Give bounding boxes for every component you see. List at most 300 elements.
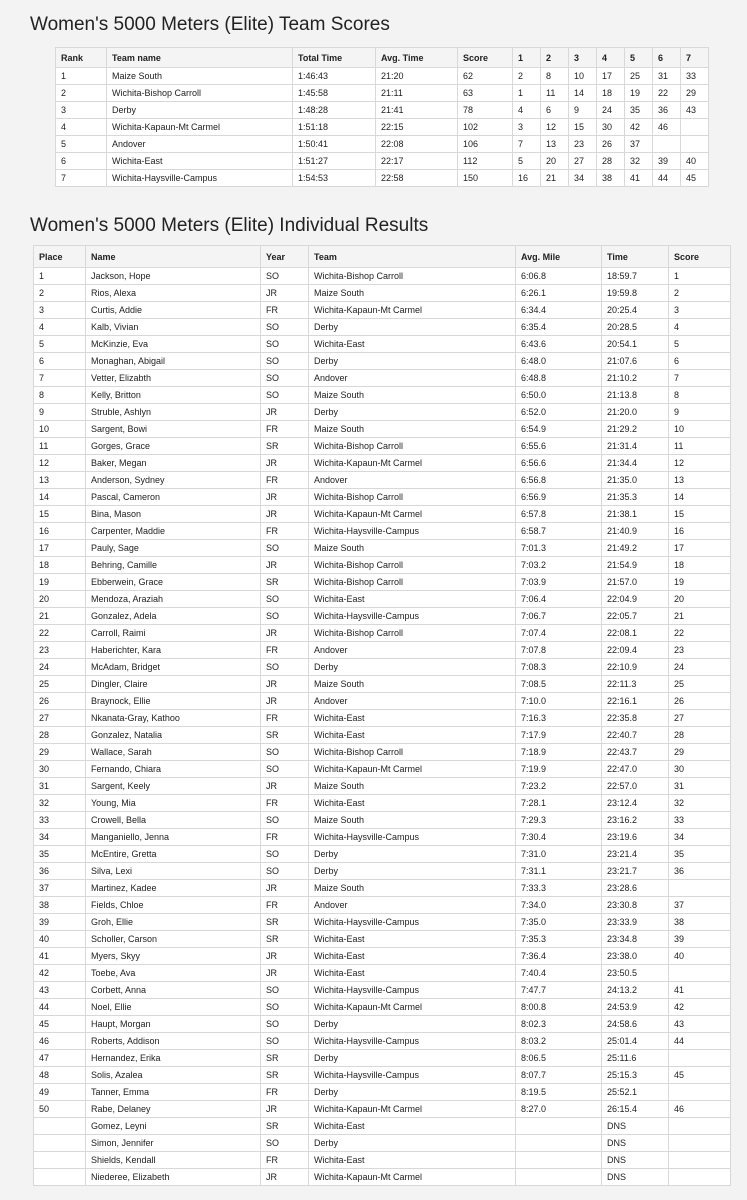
- individual-cell: 29: [34, 744, 86, 761]
- individual-cell: Jackson, Hope: [86, 268, 261, 285]
- individual-cell: Wichita-Bishop Carroll: [309, 268, 516, 285]
- individual-cell: Pascal, Cameron: [86, 489, 261, 506]
- table-row: [34, 693, 731, 710]
- individual-cell: 22:57.0: [602, 778, 669, 795]
- individual-cell: Fernando, Chiara: [86, 761, 261, 778]
- table-row: [34, 404, 731, 421]
- individual-cell: Wichita-East: [309, 948, 516, 965]
- individual-cell: 25:01.4: [602, 1033, 669, 1050]
- individual-cell: 23:12.4: [602, 795, 669, 812]
- individual-cell: Derby: [309, 404, 516, 421]
- team-cell: Derby: [107, 102, 293, 119]
- team-cell: 1:54:53: [293, 170, 376, 187]
- individual-cell: SR: [261, 1050, 309, 1067]
- individual-cell: Wichita-Haysville-Campus: [309, 914, 516, 931]
- individual-cell: 25:52.1: [602, 1084, 669, 1101]
- individual-cell: SO: [261, 812, 309, 829]
- individual-cell: SR: [261, 1118, 309, 1135]
- individual-cell: 22:11.3: [602, 676, 669, 693]
- table-row: [56, 170, 709, 187]
- individual-cell: Braynock, Ellie: [86, 693, 261, 710]
- table-row: [56, 85, 709, 102]
- individual-cell: 21:57.0: [602, 574, 669, 591]
- individual-cell: Derby: [309, 659, 516, 676]
- individual-cell: 24: [669, 659, 731, 676]
- individual-cell: 16: [669, 523, 731, 540]
- team-cell: 23: [569, 136, 597, 153]
- individual-cell: SO: [261, 336, 309, 353]
- team-cell: 39: [653, 153, 681, 170]
- individual-cell: 8:03.2: [516, 1033, 602, 1050]
- individual-cell: Wichita-East: [309, 931, 516, 948]
- team-cell: 1:48:28: [293, 102, 376, 119]
- team-cell: Wichita-Bishop Carroll: [107, 85, 293, 102]
- team-cell: 21: [541, 170, 569, 187]
- individual-cell: 8: [669, 387, 731, 404]
- individual-cell: [516, 1169, 602, 1186]
- team-cell: Wichita-Kapaun-Mt Carmel: [107, 119, 293, 136]
- table-row: [34, 370, 731, 387]
- individual-cell: 45: [34, 1016, 86, 1033]
- individual-cell: 7:18.9: [516, 744, 602, 761]
- table-row: [34, 523, 731, 540]
- team-column-header: 3: [569, 48, 597, 68]
- individual-cell: Derby: [309, 1050, 516, 1067]
- individual-cell: Niederee, Elizabeth: [86, 1169, 261, 1186]
- individual-cell: FR: [261, 1152, 309, 1169]
- individual-cell: [516, 1152, 602, 1169]
- individual-cell: FR: [261, 421, 309, 438]
- individual-cell: FR: [261, 642, 309, 659]
- table-row: [34, 285, 731, 302]
- individual-cell: 14: [669, 489, 731, 506]
- individual-cell: 8:06.5: [516, 1050, 602, 1067]
- individual-cell: 37: [669, 897, 731, 914]
- team-cell: 18: [597, 85, 625, 102]
- individual-cell: 12: [34, 455, 86, 472]
- team-cell: 24: [597, 102, 625, 119]
- individual-cell: FR: [261, 795, 309, 812]
- individual-cell: 19:59.8: [602, 285, 669, 302]
- individual-cell: Maize South: [309, 812, 516, 829]
- team-cell: 78: [458, 102, 513, 119]
- individual-cell: Wichita-Bishop Carroll: [309, 574, 516, 591]
- individual-cell: 7:47.7: [516, 982, 602, 999]
- individual-cell: 7:08.3: [516, 659, 602, 676]
- individual-cell: 28: [669, 727, 731, 744]
- individual-cell: 21:35.0: [602, 472, 669, 489]
- individual-cell: Monaghan, Abigail: [86, 353, 261, 370]
- individual-cell: 9: [34, 404, 86, 421]
- individual-cell: 36: [34, 863, 86, 880]
- individual-cell: SO: [261, 1033, 309, 1050]
- individual-cell: [516, 1135, 602, 1152]
- team-cell: 5: [56, 136, 107, 153]
- individual-cell: [669, 1118, 731, 1135]
- individual-cell: SO: [261, 863, 309, 880]
- individual-cell: Rios, Alexa: [86, 285, 261, 302]
- individual-cell: Sargent, Keely: [86, 778, 261, 795]
- individual-cell: 3: [669, 302, 731, 319]
- individual-cell: Wichita-Haysville-Campus: [309, 608, 516, 625]
- individual-cell: Wichita-Haysville-Campus: [309, 1067, 516, 1084]
- team-cell: 40: [681, 153, 709, 170]
- individual-cell: DNS: [602, 1152, 669, 1169]
- individual-cell: FR: [261, 829, 309, 846]
- individual-cell: Derby: [309, 1135, 516, 1152]
- individual-cell: JR: [261, 1101, 309, 1118]
- individual-cell: 22:08.1: [602, 625, 669, 642]
- individual-cell: 22:09.4: [602, 642, 669, 659]
- individual-cell: 35: [669, 846, 731, 863]
- team-cell: 63: [458, 85, 513, 102]
- individual-cell: 11: [669, 438, 731, 455]
- team-cell: 19: [625, 85, 653, 102]
- individual-column-header: Team: [309, 246, 516, 268]
- individual-cell: 24:53.9: [602, 999, 669, 1016]
- individual-cell: 5: [669, 336, 731, 353]
- individual-cell: Nkanata-Gray, Kathoo: [86, 710, 261, 727]
- team-cell: Wichita-East: [107, 153, 293, 170]
- individual-cell: 7:19.9: [516, 761, 602, 778]
- table-row: [34, 336, 731, 353]
- individual-cell: 21:54.9: [602, 557, 669, 574]
- individual-cell: 6:58.7: [516, 523, 602, 540]
- individual-cell: SO: [261, 1135, 309, 1152]
- individual-cell: SO: [261, 608, 309, 625]
- table-row: [34, 727, 731, 744]
- team-cell: 3: [513, 119, 541, 136]
- individual-cell: 7:03.2: [516, 557, 602, 574]
- team-column-header: Avg. Time: [376, 48, 458, 68]
- team-cell: 1:51:18: [293, 119, 376, 136]
- individual-cell: 7:07.8: [516, 642, 602, 659]
- table-row: [34, 353, 731, 370]
- team-column-header: 5: [625, 48, 653, 68]
- individual-column-header: Name: [86, 246, 261, 268]
- individual-cell: 10: [34, 421, 86, 438]
- individual-cell: Andover: [309, 472, 516, 489]
- individual-cell: 18: [669, 557, 731, 574]
- individual-cell: 7:03.9: [516, 574, 602, 591]
- individual-cell: 13: [669, 472, 731, 489]
- individual-results-table: [33, 245, 731, 1186]
- individual-cell: DNS: [602, 1169, 669, 1186]
- individual-cell: Gorges, Grace: [86, 438, 261, 455]
- individual-cell: SO: [261, 540, 309, 557]
- individual-cell: 7:36.4: [516, 948, 602, 965]
- table-row: [34, 812, 731, 829]
- individual-cell: 6:35.4: [516, 319, 602, 336]
- team-cell: 26: [597, 136, 625, 153]
- team-cell: 38: [597, 170, 625, 187]
- table-row: [34, 506, 731, 523]
- individual-cell: [669, 1135, 731, 1152]
- team-cell: 36: [653, 102, 681, 119]
- individual-cell: 21:40.9: [602, 523, 669, 540]
- table-row: [34, 387, 731, 404]
- table-row: [34, 914, 731, 931]
- team-cell: 7: [56, 170, 107, 187]
- table-row: [34, 489, 731, 506]
- individual-cell: 44: [34, 999, 86, 1016]
- individual-cell: FR: [261, 472, 309, 489]
- individual-cell: 26: [34, 693, 86, 710]
- team-cell: 102: [458, 119, 513, 136]
- individual-cell: 41: [34, 948, 86, 965]
- individual-cell: Wichita-Bishop Carroll: [309, 489, 516, 506]
- individual-cell: [669, 965, 731, 982]
- team-cell: 14: [569, 85, 597, 102]
- individual-cell: 39: [669, 931, 731, 948]
- team-cell: Andover: [107, 136, 293, 153]
- individual-cell: 7:06.4: [516, 591, 602, 608]
- individual-cell: 36: [669, 863, 731, 880]
- individual-cell: Groh, Ellie: [86, 914, 261, 931]
- team-cell: 27: [569, 153, 597, 170]
- individual-cell: 21:34.4: [602, 455, 669, 472]
- team-cell: [681, 136, 709, 153]
- table-row: [34, 999, 731, 1016]
- individual-cell: 21:38.1: [602, 506, 669, 523]
- individual-cell: McKinzie, Eva: [86, 336, 261, 353]
- table-row: [34, 472, 731, 489]
- individual-cell: 31: [34, 778, 86, 795]
- individual-cell: 7:08.5: [516, 676, 602, 693]
- individual-cell: Gonzalez, Natalia: [86, 727, 261, 744]
- individual-cell: Andover: [309, 693, 516, 710]
- individual-cell: 7: [34, 370, 86, 387]
- individual-cell: 44: [669, 1033, 731, 1050]
- individual-cell: 6:57.8: [516, 506, 602, 523]
- team-cell: 21:41: [376, 102, 458, 119]
- individual-cell: Gonzalez, Adela: [86, 608, 261, 625]
- individual-cell: [34, 1152, 86, 1169]
- table-row: [34, 897, 731, 914]
- team-column-header: 7: [681, 48, 709, 68]
- team-cell: 22: [653, 85, 681, 102]
- individual-cell: Ebberwein, Grace: [86, 574, 261, 591]
- individual-cell: 8:07.7: [516, 1067, 602, 1084]
- individual-cell: 46: [669, 1101, 731, 1118]
- individual-cell: 21:31.4: [602, 438, 669, 455]
- individual-cell: [516, 1118, 602, 1135]
- individual-cell: Manganiello, Jenna: [86, 829, 261, 846]
- individual-cell: 6:06.8: [516, 268, 602, 285]
- individual-cell: Dingler, Claire: [86, 676, 261, 693]
- individual-cell: Wichita-Kapaun-Mt Carmel: [309, 999, 516, 1016]
- individual-cell: 7:34.0: [516, 897, 602, 914]
- individual-cell: 1: [34, 268, 86, 285]
- individual-cell: Maize South: [309, 285, 516, 302]
- team-cell: 10: [569, 68, 597, 85]
- individual-cell: 50: [34, 1101, 86, 1118]
- team-cell: 34: [569, 170, 597, 187]
- individual-cell: 21:20.0: [602, 404, 669, 421]
- individual-cell: Myers, Skyy: [86, 948, 261, 965]
- table-row: [34, 540, 731, 557]
- individual-cell: 23:19.6: [602, 829, 669, 846]
- table-row: [34, 319, 731, 336]
- individual-cell: 6:55.6: [516, 438, 602, 455]
- team-cell: 5: [513, 153, 541, 170]
- team-cell: 22:58: [376, 170, 458, 187]
- individual-cell: FR: [261, 1084, 309, 1101]
- individual-cell: 7:06.7: [516, 608, 602, 625]
- team-cell: 62: [458, 68, 513, 85]
- individual-cell: SO: [261, 370, 309, 387]
- individual-cell: SO: [261, 846, 309, 863]
- table-row: [34, 948, 731, 965]
- team-cell: 33: [681, 68, 709, 85]
- individual-cell: 7:23.2: [516, 778, 602, 795]
- table-row: [34, 710, 731, 727]
- team-column-header: Team name: [107, 48, 293, 68]
- individual-cell: 17: [669, 540, 731, 557]
- individual-cell: 21:29.2: [602, 421, 669, 438]
- individual-cell: Haupt, Morgan: [86, 1016, 261, 1033]
- individual-cell: Wichita-East: [309, 336, 516, 353]
- individual-cell: 30: [34, 761, 86, 778]
- individual-cell: 19: [669, 574, 731, 591]
- team-cell: 45: [681, 170, 709, 187]
- individual-cell: 21:10.2: [602, 370, 669, 387]
- individual-cell: 9: [669, 404, 731, 421]
- team-cell: 12: [541, 119, 569, 136]
- individual-cell: Wichita-East: [309, 1118, 516, 1135]
- individual-cell: Andover: [309, 642, 516, 659]
- individual-cell: [669, 880, 731, 897]
- individual-cell: 13: [34, 472, 86, 489]
- individual-cell: 43: [34, 982, 86, 999]
- individual-cell: Rabe, Delaney: [86, 1101, 261, 1118]
- individual-cell: JR: [261, 1169, 309, 1186]
- individual-cell: FR: [261, 523, 309, 540]
- team-cell: 2: [56, 85, 107, 102]
- individual-cell: Wichita-Kapaun-Mt Carmel: [309, 302, 516, 319]
- individual-cell: Wichita-Bishop Carroll: [309, 744, 516, 761]
- individual-cell: 20: [34, 591, 86, 608]
- table-row: [34, 1169, 731, 1186]
- individual-cell: 46: [34, 1033, 86, 1050]
- individual-cell: [34, 1118, 86, 1135]
- individual-cell: Sargent, Bowi: [86, 421, 261, 438]
- table-row: [34, 829, 731, 846]
- team-cell: 7: [513, 136, 541, 153]
- individual-cell: Maize South: [309, 540, 516, 557]
- table-row: [34, 880, 731, 897]
- individual-cell: 25:11.6: [602, 1050, 669, 1067]
- individual-cell: 4: [34, 319, 86, 336]
- individual-cell: Roberts, Addison: [86, 1033, 261, 1050]
- table-row: [34, 591, 731, 608]
- individual-cell: 27: [669, 710, 731, 727]
- individual-cell: 23:33.9: [602, 914, 669, 931]
- individual-cell: 1: [669, 268, 731, 285]
- individual-cell: JR: [261, 948, 309, 965]
- individual-column-header: Avg. Mile: [516, 246, 602, 268]
- team-cell: 41: [625, 170, 653, 187]
- individual-cell: SR: [261, 914, 309, 931]
- individual-cell: 23:50.5: [602, 965, 669, 982]
- individual-cell: Kalb, Vivian: [86, 319, 261, 336]
- team-cell: 35: [625, 102, 653, 119]
- individual-cell: 2: [34, 285, 86, 302]
- individual-cell: Wichita-Haysville-Campus: [309, 1033, 516, 1050]
- individual-cell: 21:07.6: [602, 353, 669, 370]
- individual-cell: Haberichter, Kara: [86, 642, 261, 659]
- individual-cell: 22:43.7: [602, 744, 669, 761]
- individual-cell: 15: [34, 506, 86, 523]
- individual-cell: 38: [669, 914, 731, 931]
- individual-cell: 42: [669, 999, 731, 1016]
- individual-cell: SR: [261, 931, 309, 948]
- individual-cell: 7:35.3: [516, 931, 602, 948]
- table-row: [34, 761, 731, 778]
- individual-cell: 22: [669, 625, 731, 642]
- individual-cell: SO: [261, 268, 309, 285]
- individual-cell: 23:38.0: [602, 948, 669, 965]
- individual-cell: Scholler, Carson: [86, 931, 261, 948]
- individual-cell: Wichita-Kapaun-Mt Carmel: [309, 506, 516, 523]
- individual-cell: 7: [669, 370, 731, 387]
- team-cell: 106: [458, 136, 513, 153]
- individual-cell: SO: [261, 1016, 309, 1033]
- individual-cell: Wichita-Bishop Carroll: [309, 625, 516, 642]
- team-cell: 31: [653, 68, 681, 85]
- team-cell: 11: [541, 85, 569, 102]
- individual-cell: SR: [261, 1067, 309, 1084]
- team-column-header: Rank: [56, 48, 107, 68]
- individual-cell: 21:49.2: [602, 540, 669, 557]
- individual-cell: Maize South: [309, 676, 516, 693]
- individual-cell: Crowell, Bella: [86, 812, 261, 829]
- table-row: [34, 1135, 731, 1152]
- team-cell: 112: [458, 153, 513, 170]
- team-column-header: Score: [458, 48, 513, 68]
- table-row: [56, 68, 709, 85]
- individual-cell: 7:16.3: [516, 710, 602, 727]
- table-row: [56, 153, 709, 170]
- individual-cell: 6: [669, 353, 731, 370]
- individual-cell: Andover: [309, 897, 516, 914]
- individual-cell: Derby: [309, 353, 516, 370]
- team-cell: 16: [513, 170, 541, 187]
- individual-cell: Silva, Lexi: [86, 863, 261, 880]
- team-cell: 37: [625, 136, 653, 153]
- team-column-header: 1: [513, 48, 541, 68]
- individual-cell: Derby: [309, 863, 516, 880]
- individual-cell: 34: [34, 829, 86, 846]
- individual-cell: 7:30.4: [516, 829, 602, 846]
- individual-cell: 33: [34, 812, 86, 829]
- individual-cell: [669, 1084, 731, 1101]
- table-row: [34, 438, 731, 455]
- individual-cell: JR: [261, 557, 309, 574]
- team-cell: 6: [541, 102, 569, 119]
- team-cell: 30: [597, 119, 625, 136]
- team-cell: 44: [653, 170, 681, 187]
- individual-column-header: Place: [34, 246, 86, 268]
- individual-cell: Behring, Camille: [86, 557, 261, 574]
- individual-cell: 17: [34, 540, 86, 557]
- individual-cell: DNS: [602, 1135, 669, 1152]
- team-cell: 42: [625, 119, 653, 136]
- table-row: [34, 421, 731, 438]
- individual-cell: 32: [34, 795, 86, 812]
- team-cell: 2: [513, 68, 541, 85]
- individual-cell: 34: [669, 829, 731, 846]
